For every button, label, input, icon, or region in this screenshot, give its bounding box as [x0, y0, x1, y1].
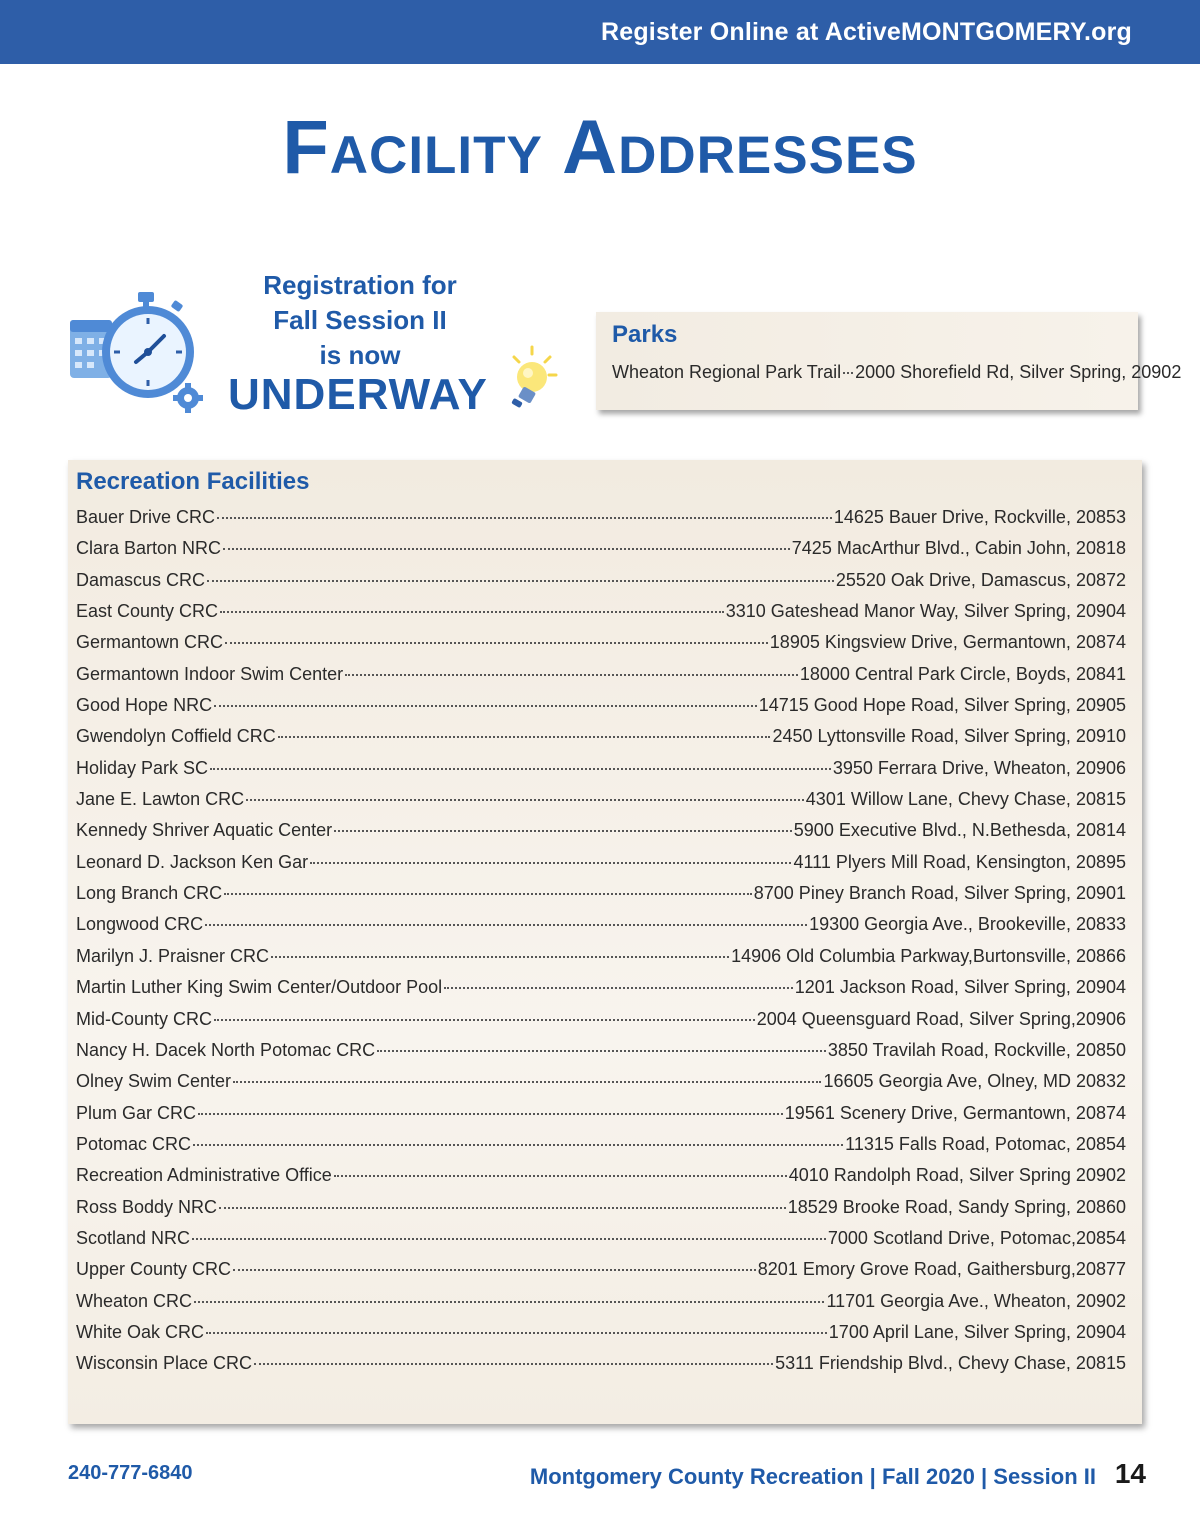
list-item [76, 1165, 1126, 1196]
facility-address: 4111 Plyers Mill Road, Kensington, 20895 [793, 851, 1126, 872]
dot-leader [444, 987, 793, 989]
dot-leader [194, 1301, 824, 1303]
promo-underway: UNDERWAY [228, 370, 488, 419]
facility-name: Holiday Park SC [76, 757, 209, 778]
dot-leader [310, 862, 791, 864]
facility-name: Scotland NRC [76, 1227, 191, 1248]
dot-leader [843, 372, 853, 374]
facility-address: 25520 Oak Drive, Damascus, 20872 [835, 569, 1126, 590]
facility-address: 2450 Lyttonsville Road, Silver Spring, 20910 [772, 726, 1126, 747]
promo-line-1: Registration for [263, 270, 457, 300]
facility-address: 1700 April Lane, Silver Spring, 20904 [828, 1321, 1126, 1342]
promo-line-3: is now [319, 340, 401, 370]
stopwatch-icon [60, 290, 210, 420]
facility-address: 16605 Georgia Ave, Olney, MD 20832 [823, 1071, 1126, 1092]
dot-leader [246, 799, 804, 801]
facility-address: 2004 Queensguard Road, Silver Spring,20906 [756, 1008, 1126, 1029]
facility-address: 14906 Old Columbia Parkway,Burtonsville, 20866 [731, 945, 1126, 966]
gear-icon [173, 383, 203, 413]
dot-leader [345, 674, 798, 676]
facility-address: 5311 Friendship Blvd., Chevy Chase, 20815 [775, 1353, 1126, 1374]
facility-name: Nancy H. Dacek North Potomac CRC [76, 1039, 376, 1060]
facility-name: Germantown CRC [76, 632, 224, 653]
footer-publication: Montgomery County Recreation | Fall 2020 | Session II [529, 1464, 1096, 1489]
facility-name: Bauer Drive CRC [76, 507, 216, 527]
dot-leader [377, 1050, 826, 1052]
facility-address: 19300 Georgia Ave., Brookeville, 20833 [809, 914, 1126, 935]
list-item [76, 1197, 1126, 1228]
list-item [76, 883, 1126, 914]
list-item [612, 362, 1182, 383]
list-item [76, 1291, 1126, 1322]
list-item [76, 695, 1126, 726]
facility-name: Marilyn J. Praisner CRC [76, 945, 270, 966]
facility-address: 14625 Bauer Drive, Rockville, 20853 [833, 507, 1126, 527]
list-item [76, 852, 1126, 883]
list-item [76, 820, 1126, 851]
list-item [76, 789, 1126, 820]
list-item [76, 726, 1126, 757]
facility-name: Leonard D. Jackson Ken Gar [76, 851, 309, 872]
facility-name: Ross Boddy NRC [76, 1196, 218, 1217]
registration-promo [60, 260, 580, 430]
facility-address: 18529 Brooke Road, Sandy Spring, 20860 [787, 1196, 1126, 1217]
list-item [76, 1071, 1126, 1102]
list-item [76, 1322, 1126, 1353]
list-item [76, 1134, 1126, 1165]
dot-leader [278, 736, 771, 738]
list-item [76, 601, 1126, 632]
dot-leader [233, 1081, 821, 1083]
facility-name: Potomac CRC [76, 1133, 192, 1154]
dot-leader [198, 1113, 783, 1115]
parks-heading: Parks [612, 321, 678, 348]
facility-address: 3850 Travilah Road, Rockville, 20850 [827, 1039, 1126, 1060]
facility-address: 3310 Gateshead Manor Way, Silver Spring, 20904 [725, 601, 1126, 622]
page-title: Facility Addresses [282, 105, 918, 190]
facility-name: Wisconsin Place CRC [76, 1353, 253, 1374]
facility-name: Clara Barton NRC [76, 538, 222, 559]
list-item [76, 758, 1126, 789]
recreation-facilities-section [68, 460, 1142, 1424]
facility-name: White Oak CRC [76, 1321, 205, 1342]
dot-leader [271, 956, 729, 958]
dot-leader [217, 517, 832, 519]
dot-leader [206, 1332, 827, 1334]
facility-name: Olney Swim Center [76, 1071, 232, 1092]
facility-address: 8201 Emory Grove Road, Gaithersburg,20877 [757, 1259, 1126, 1280]
parks-section [596, 312, 1182, 410]
facility-name: Good Hope NRC [76, 695, 213, 716]
list-item [76, 946, 1126, 977]
dot-leader [334, 1175, 787, 1177]
facility-address: 18000 Central Park Circle, Boyds, 20841 [799, 663, 1126, 684]
facility-name: East County CRC [76, 601, 219, 622]
facility-address: 8700 Piney Branch Road, Silver Spring, 20901 [753, 883, 1126, 904]
dot-leader [233, 1269, 756, 1271]
register-online-text: Register Online at ActiveMONTGOMERY.org [600, 18, 1132, 46]
facility-address: 14715 Good Hope Road, Silver Spring, 20905 [758, 695, 1126, 716]
facility-name: Recreation Administrative Office [76, 1165, 332, 1186]
facility-list [76, 507, 1126, 1385]
list-item [76, 632, 1126, 663]
dot-leader [223, 548, 790, 550]
facility-name: Mid-County CRC [76, 1008, 213, 1029]
facility-name: Wheaton CRC [76, 1290, 193, 1311]
dot-leader [224, 893, 752, 895]
list-item [76, 977, 1126, 1008]
facility-name: Germantown Indoor Swim Center [76, 663, 344, 684]
dot-leader [193, 1144, 843, 1146]
dot-leader [254, 1363, 773, 1365]
dot-leader [214, 1019, 755, 1021]
dot-leader [214, 705, 757, 707]
facility-address: 11315 Falls Road, Potomac, 20854 [845, 1133, 1126, 1154]
facility-address: 3950 Ferrara Drive, Wheaton, 20906 [832, 757, 1126, 778]
facility-address: 2000 Shorefield Rd, Silver Spring, 20902 [855, 362, 1182, 382]
facility-address: 4301 Willow Lane, Chevy Chase, 20815 [805, 789, 1126, 810]
list-item [76, 1353, 1126, 1384]
list-item [76, 1228, 1126, 1259]
facility-address: 19561 Scenery Drive, Germantown, 20874 [784, 1102, 1126, 1123]
list-item [76, 664, 1126, 695]
recreation-heading: Recreation Facilities [76, 468, 310, 495]
lightbulb-icon [500, 345, 560, 415]
top-banner [0, 0, 1200, 64]
facility-name: Long Branch CRC [76, 883, 223, 904]
facility-name: Plum Gar CRC [76, 1102, 197, 1123]
list-item [76, 507, 1126, 538]
facility-address: 4010 Randolph Road, Silver Spring 20902 [788, 1165, 1126, 1186]
facility-name: Gwendolyn Coffield CRC [76, 726, 276, 747]
dot-leader [219, 1207, 786, 1209]
promo-line-2: Fall Session II [273, 305, 447, 335]
footer-phone: 240-777-6840 [68, 1462, 193, 1484]
page-number: 14 [1114, 1458, 1146, 1489]
dot-leader [207, 580, 834, 582]
facility-name: Longwood CRC [76, 914, 204, 935]
dot-leader [220, 611, 724, 613]
list-item [76, 1103, 1126, 1134]
list-item [76, 1040, 1126, 1071]
facility-name: Damascus CRC [76, 569, 206, 590]
dot-leader [225, 642, 768, 644]
dot-leader [205, 924, 807, 926]
dot-leader [334, 830, 792, 832]
facility-name: Kennedy Shriver Aquatic Center [76, 820, 333, 841]
facility-address: 7000 Scotland Drive, Potomac,20854 [827, 1227, 1126, 1248]
facility-name: Wheaton Regional Park Trail [612, 362, 842, 382]
list-item [76, 1009, 1126, 1040]
facility-name: Upper County CRC [76, 1259, 232, 1280]
list-item [76, 1259, 1126, 1290]
dot-leader [192, 1238, 826, 1240]
dot-leader [210, 768, 831, 770]
facility-address: 5900 Executive Blvd., N.Bethesda, 20814 [793, 820, 1126, 841]
list-item [76, 538, 1126, 569]
facility-name: Martin Luther King Swim Center/Outdoor Pool [76, 977, 443, 998]
facility-address: 1201 Jackson Road, Silver Spring, 20904 [794, 977, 1126, 998]
list-item [76, 914, 1126, 945]
facility-name: Jane E. Lawton CRC [76, 789, 245, 810]
facility-address: 7425 MacArthur Blvd., Cabin John, 20818 [791, 538, 1126, 559]
list-item [76, 570, 1126, 601]
facility-address: 18905 Kingsview Drive, Germantown, 20874 [769, 632, 1126, 653]
facility-address: 11701 Georgia Ave., Wheaton, 20902 [826, 1290, 1126, 1311]
